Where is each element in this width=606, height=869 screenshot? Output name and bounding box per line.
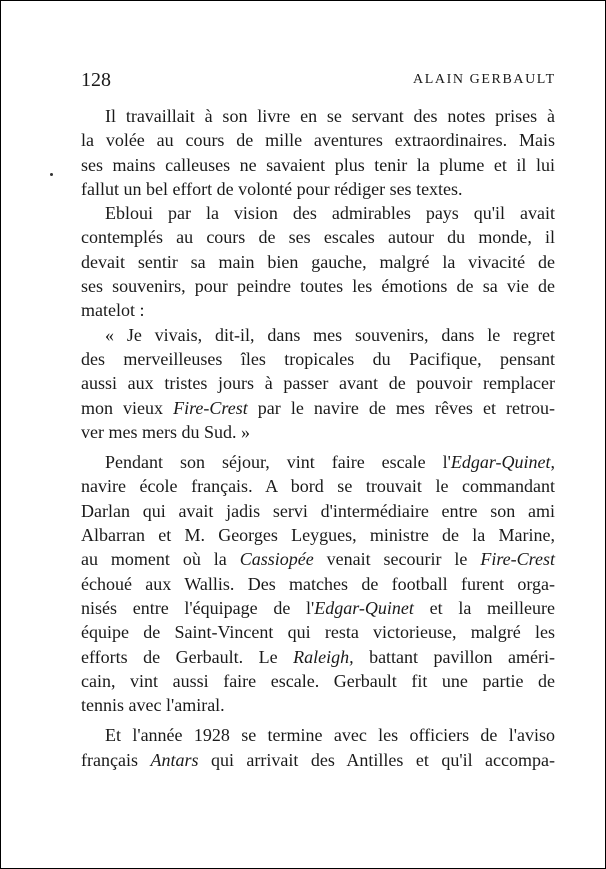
text-line: tennis avec l'amiral. bbox=[81, 695, 225, 716]
text-run: battant pavillon améri- bbox=[353, 646, 555, 667]
text-line: aussi aux tristes jours à passer avant de pouvoir remplacer bbox=[81, 373, 555, 394]
ship-name: Antars bbox=[150, 749, 199, 770]
paragraph-4 bbox=[81, 450, 555, 717]
text-line bbox=[81, 596, 555, 620]
text-line: navire école français. A bord se trouvait le commandant bbox=[81, 476, 555, 497]
text-line: matelot : bbox=[81, 300, 145, 321]
text-line bbox=[81, 547, 555, 571]
ship-name: Fire-Crest bbox=[480, 549, 555, 570]
text-line bbox=[81, 645, 555, 669]
text-line: fallut un bel effort de volonté pour rédiger ses textes. bbox=[81, 178, 463, 199]
text-line: Albarran et M. Georges Leygues, ministre de la Marine, bbox=[81, 525, 555, 546]
text-line: cain, vint aussi faire escale. Gerbault fit une partie de bbox=[81, 670, 555, 691]
text-run: Pendant son séjour, vint faire escale l' bbox=[105, 452, 451, 473]
text-line: ver mes mers du Sud. » bbox=[81, 421, 250, 442]
ship-name: Edgar-Quinet bbox=[314, 597, 414, 618]
text-line: devait sentir sa main bien gauche, malgré la vivacité de bbox=[81, 251, 555, 272]
text-line: Darlan qui avait jadis servi d'intermédiaire entre son ami bbox=[81, 500, 555, 521]
text-line: des merveilleuses îles tropicales du Pacifique, pensant bbox=[81, 348, 555, 369]
text-run: venait secourir le bbox=[313, 549, 481, 570]
text-line bbox=[81, 396, 555, 420]
ship-name: Cassiopée bbox=[239, 549, 314, 570]
text-line: ses mains calleuses ne savaient plus tenir la plume et il lui bbox=[81, 154, 555, 175]
text-run: , bbox=[550, 452, 555, 473]
text-line: Et l'année 1928 se termine avec les officiers de l'aviso bbox=[105, 725, 555, 746]
text-line: Ebloui par la vision des admirables pays qu'il avait bbox=[105, 203, 555, 224]
text-run: qui arrivait des Antilles et qu'il accompa- bbox=[198, 749, 556, 770]
text-line: ses souvenirs, pour peindre toutes les émotions de sa vie de bbox=[81, 276, 555, 297]
margin-mark bbox=[50, 173, 53, 176]
text-line: échoué aux Wallis. Des matches de football furent orga- bbox=[81, 573, 555, 594]
paragraph-1 bbox=[81, 104, 555, 201]
body-text bbox=[81, 104, 555, 772]
text-line bbox=[81, 450, 555, 474]
page-number: 128 bbox=[81, 69, 111, 91]
text-run: par le navire de mes rêves et retrou- bbox=[247, 397, 555, 418]
text-line: équipe de Saint-Vincent qui resta victorieuse, malgré les bbox=[81, 622, 555, 643]
ship-name: Edgar-Quinet bbox=[450, 452, 551, 473]
ship-name: Fire-Crest bbox=[173, 397, 248, 418]
paragraph-5 bbox=[81, 723, 555, 772]
paragraph-2 bbox=[81, 201, 555, 322]
text-run: et la meilleure bbox=[413, 597, 555, 618]
text-line: « Je vivais, dit-il, dans mes souvenirs, dans le regret bbox=[105, 324, 555, 345]
text-run: français bbox=[81, 749, 151, 770]
text-run: au moment où la bbox=[81, 549, 240, 570]
running-head: ALAIN GERBAULT bbox=[413, 72, 556, 87]
text-line: contemplés au cours de ses escales autour du monde, il bbox=[81, 227, 555, 248]
text-run: efforts de Gerbault. Le bbox=[81, 646, 294, 667]
text-line bbox=[81, 748, 555, 772]
quotation-paragraph bbox=[81, 323, 555, 444]
text-run: nisés entre l'équipage de l' bbox=[81, 597, 315, 618]
text-line: la volée au cours de mille aventures extraordinaires. Mais bbox=[81, 130, 555, 151]
ship-name: Raleigh, bbox=[293, 646, 354, 667]
text-line: Il travaillait à son livre en se servant des notes prises à bbox=[105, 106, 555, 126]
text-run: mon vieux bbox=[81, 397, 174, 418]
